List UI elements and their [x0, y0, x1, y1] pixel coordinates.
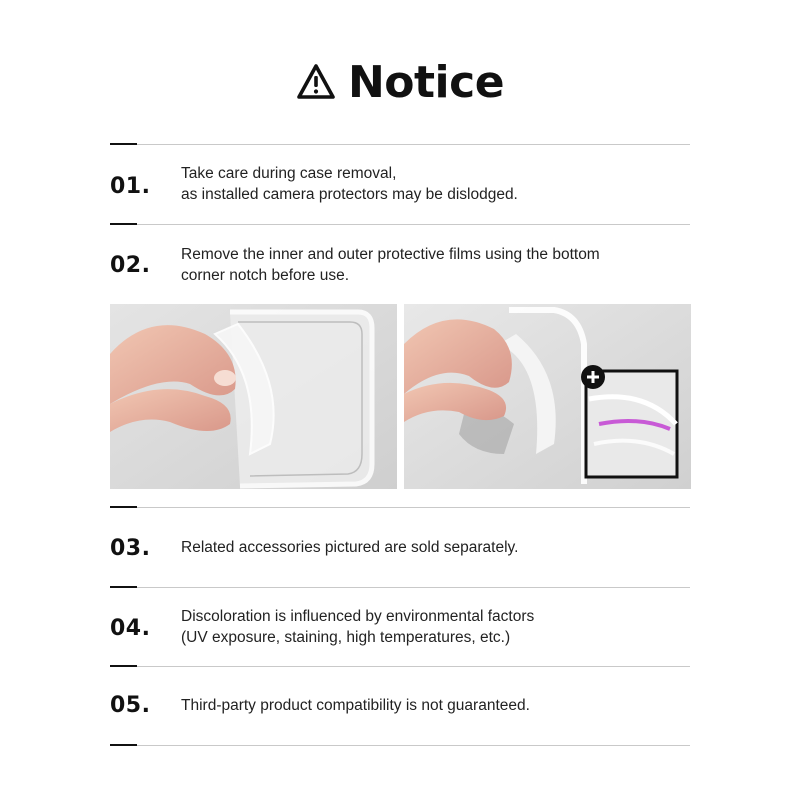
item-number: 04. [110, 616, 151, 641]
page-title: Notice [347, 56, 505, 108]
item-number: 05. [110, 693, 151, 718]
item-line: Take care during case removal, [181, 165, 397, 182]
item-line: corner notch before use. [181, 267, 350, 284]
notice-item-01 [110, 144, 690, 224]
item-number: 02. [110, 253, 151, 278]
item-line: (UV exposure, staining, high temperatures, etc.) [181, 629, 511, 646]
peeling-film-photo [110, 304, 397, 489]
notice-item-03 [110, 507, 690, 587]
item-line: Remove the inner and outer protective films using the bottom [181, 246, 600, 263]
notice-item-04 [110, 587, 690, 666]
item-line: Third-party product compatibility is not guaranteed. [181, 697, 530, 714]
item-number: 03. [110, 536, 151, 561]
item-text [181, 606, 534, 648]
item-number: 01. [110, 174, 151, 199]
item-line: as installed camera protectors may be dislodged. [181, 186, 518, 203]
item-text [181, 537, 518, 558]
item-text [181, 163, 518, 205]
item-text [181, 695, 530, 716]
divider [110, 745, 690, 746]
item-text [181, 244, 600, 286]
corner-notch-zoom-photo [404, 304, 691, 489]
notice-item-05 [110, 666, 690, 745]
plus-icon [581, 365, 605, 389]
notice-header [0, 52, 800, 112]
item-line: Discoloration is influenced by environmental factors [181, 608, 535, 625]
notice-item-02 [110, 224, 690, 304]
warning-icon [296, 63, 336, 101]
item-line: Related accessories pictured are sold separately. [181, 539, 519, 556]
